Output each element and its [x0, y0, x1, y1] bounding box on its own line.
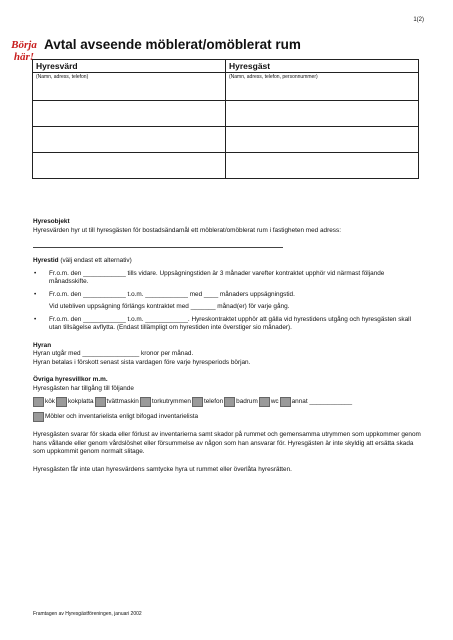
- checkbox[interactable]: [33, 397, 44, 407]
- rent-amount-text: Hyran utgår med ________________ kronor per månad.: [33, 350, 194, 357]
- amenity-wc[interactable]: [259, 397, 279, 407]
- amenity-other[interactable]: [280, 397, 352, 407]
- checkbox[interactable]: [280, 397, 291, 407]
- tenant-sub-label: (Namn, adress, telefon, personnummer): [229, 74, 318, 80]
- contract-body: [33, 218, 421, 474]
- checkbox[interactable]: [56, 397, 67, 407]
- sublet-text: Hyresgästen får inte utan hyresvärdens samtycke hyra ut rummet eller överlåta hyresrätten.: [33, 465, 292, 473]
- page-number: 1(2): [413, 17, 424, 23]
- tenant-field-row[interactable]: [226, 101, 419, 127]
- checkbox[interactable]: [192, 397, 203, 407]
- extension-text: Vid utebliven uppsägning förlängs kontraktet med _______ månad(er) för varje gång.: [49, 303, 290, 310]
- rent-heading: Hyran: [33, 341, 52, 349]
- bullet-icon: •: [34, 315, 37, 323]
- amenity-washing-machine[interactable]: [95, 397, 139, 407]
- bullet-icon: •: [34, 269, 37, 277]
- amenity-label: kokplatta: [67, 397, 94, 405]
- terms-heading: Övriga hyresvillkor m.m.: [33, 376, 108, 383]
- amenity-label: annat ____________: [291, 397, 353, 405]
- amenity-bathroom[interactable]: [224, 397, 258, 407]
- amenity-kitchen[interactable]: [33, 397, 55, 407]
- checkbox[interactable]: [224, 397, 235, 407]
- period-option-text: Fr.o.m. den ____________ tills vidare. Uppsägningstiden är 3 månader varefter kontraktet upphör vid närmast följande månadsskifte.: [49, 269, 385, 285]
- start-here-label: Börja här!: [11, 39, 37, 63]
- landlord-details-field[interactable]: [33, 73, 226, 101]
- access-text: Hyresgästen har tillgång till följande: [33, 384, 134, 392]
- landlord-field-row[interactable]: [33, 153, 226, 179]
- amenity-telephone[interactable]: [192, 397, 223, 407]
- period-option: [33, 291, 421, 300]
- tenant-header: Hyresgäst: [226, 60, 419, 73]
- amenity-drying-room[interactable]: [140, 397, 191, 407]
- amenity-label: wc: [270, 397, 279, 405]
- period-option-text: Fr.o.m. den ____________ t.o.m. ____________. Hyreskontraktet upphör att gälla vid hyrestidens utgång och hyresgästen skall utan tillsägelse avflytta. (Endast tillämpligt om hyrestiden inte överstiger sio månader).: [49, 315, 412, 331]
- checkbox[interactable]: [140, 397, 151, 407]
- amenity-hotplate[interactable]: [56, 397, 94, 407]
- amenity-label: tvättmaskin: [106, 397, 139, 405]
- landlord-header: Hyresvärd: [33, 60, 226, 73]
- tenant-field-row[interactable]: [226, 127, 419, 153]
- bullet-icon: •: [34, 290, 37, 298]
- tenant-field-row[interactable]: [226, 153, 419, 179]
- checkbox[interactable]: [33, 412, 44, 422]
- period-heading-note: (välj endast ett alternativ): [58, 257, 132, 264]
- period-heading: Hyrestid: [33, 257, 59, 264]
- page-title: Avtal avseende möblerat/omöblerat rum: [44, 37, 301, 52]
- amenity-label: badrum: [236, 397, 258, 405]
- liability-text: Hyresgästen svarar för skada eller förlust av inventarierna samt skador på rummet och gemensamma utrymmen som uppkommer genom hans vållande eller genom vårdslöshet eller försummelse av någon som han ansvarar för. Hyresgästen är inte skyldig att ersätta skada som uppkommit genom normalt slitage.: [33, 431, 421, 455]
- address-line[interactable]: [33, 239, 283, 248]
- period-option: [33, 270, 421, 287]
- furniture-option[interactable]: [33, 412, 421, 422]
- period-heading-line: [33, 257, 421, 266]
- amenity-label: kök: [45, 397, 55, 405]
- parties-table: [32, 59, 419, 179]
- amenities-row: [33, 397, 421, 407]
- amenity-label: telefon: [203, 397, 224, 405]
- landlord-field-row[interactable]: [33, 127, 226, 153]
- footer-credit: Framtagen av Hyresgästföreningen, januari 2002: [33, 611, 142, 617]
- rent-payment-text: Hyran betalas i förskott senast sista vardagen före varje hyresperiods början.: [33, 358, 251, 366]
- landlord-field-row[interactable]: [33, 101, 226, 127]
- landlord-sub-label: (Namn, adress, telefon): [36, 74, 89, 80]
- period-option-text: Fr.o.m. den ____________ t.o.m. ____________ med ____ månaders uppsägningstid.: [49, 290, 295, 298]
- period-options: [33, 270, 421, 300]
- furniture-label: Möbler och inventarielista enligt bifogad inventarielista: [45, 412, 199, 420]
- period-options-fixed: [33, 316, 421, 333]
- period-option: [33, 316, 421, 333]
- amenity-label: torkutrymmen: [151, 397, 191, 405]
- tenant-details-field[interactable]: [226, 73, 419, 101]
- object-heading: Hyresobjekt: [33, 218, 70, 225]
- checkbox[interactable]: [95, 397, 106, 407]
- checkbox[interactable]: [259, 397, 270, 407]
- object-text: Hyresvärden hyr ut till hyresgästen för bostadsändamål ett möblerat/omöblerat rum i fastigheten med adress:: [33, 226, 341, 234]
